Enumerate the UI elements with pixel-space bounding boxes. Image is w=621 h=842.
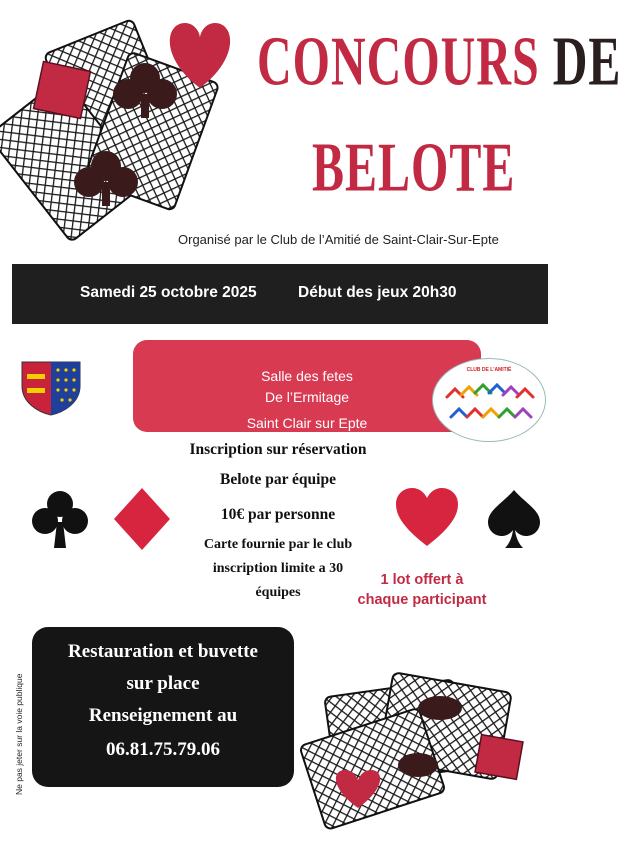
spade-suit-icon bbox=[486, 488, 542, 550]
venue-line-3: Saint Clair sur Epte bbox=[246, 415, 368, 431]
info-line-2: sur place bbox=[126, 673, 200, 694]
info-box bbox=[32, 627, 294, 787]
cards-line-2: inscription limite a 30 bbox=[212, 561, 344, 576]
info-line-1: Restauration et buvette bbox=[68, 641, 258, 662]
prize-line-1: 1 lot offert à bbox=[380, 572, 464, 588]
cards-line-1: Carte fournie par le club bbox=[203, 537, 353, 552]
format-text: Belote par équipe bbox=[220, 471, 336, 488]
date-band bbox=[12, 264, 548, 324]
title-word-concours: CONCOURS bbox=[257, 23, 540, 101]
cards-line-3: équipes bbox=[255, 585, 301, 600]
club-logo-text: CLUB DE L'AMITIÉ bbox=[466, 367, 512, 373]
venue-line-1: Salle des fetes bbox=[261, 368, 353, 384]
playing-cards-illustration bbox=[10, 8, 250, 258]
venue-line-2: De l’Ermitage bbox=[264, 389, 350, 405]
inscription-text: Inscription sur réservation bbox=[189, 441, 367, 458]
club-suit-icon bbox=[30, 488, 90, 550]
side-note: Ne pas jeter sur la voie publique bbox=[14, 673, 24, 795]
coat-of-arms-icon bbox=[20, 360, 82, 416]
event-date: Samedi 25 octobre 2025 bbox=[80, 284, 257, 301]
prize-text bbox=[322, 570, 522, 610]
title-word-belote: BELOTE bbox=[312, 129, 516, 207]
playing-cards-illustration-bottom bbox=[300, 680, 540, 830]
title-word-de: DE bbox=[552, 23, 621, 101]
venue-box bbox=[133, 340, 481, 432]
event-start-time: Début des jeux 20h30 bbox=[298, 284, 457, 301]
club-logo-icon bbox=[432, 358, 546, 442]
prize-line-2: chaque participant bbox=[357, 592, 487, 608]
info-line-3: Renseignement au bbox=[88, 705, 238, 726]
diamond-suit-icon bbox=[112, 486, 172, 552]
price-text: 10€ par personne bbox=[220, 506, 336, 523]
phone-number: 06.81.75.79.06 bbox=[106, 739, 220, 760]
heart-suit-icon bbox=[396, 488, 458, 550]
organizer-text: Organisé par le Club de l’Amitié de Saint-Clair-Sur-Epte bbox=[178, 232, 499, 247]
